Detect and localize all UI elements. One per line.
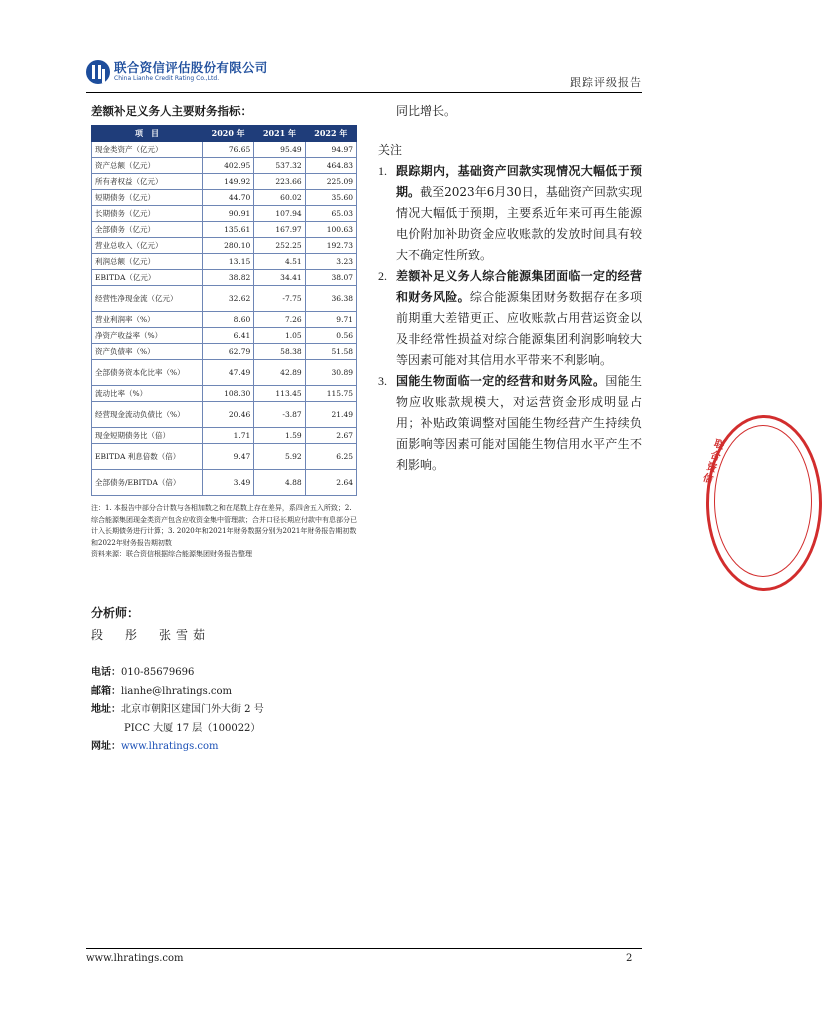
cell-value: 108.30 (203, 386, 254, 402)
cell-value: 3.49 (203, 470, 254, 496)
contact-email (91, 683, 264, 702)
cell-value: 252.25 (254, 238, 305, 254)
row-label: 经营现金流动负债比（%） (92, 402, 203, 428)
cell-value: 65.03 (305, 206, 356, 222)
table-row (92, 206, 357, 222)
cell-value: 225.09 (305, 174, 356, 190)
address-label: 地址： (91, 704, 121, 715)
cell-value: 1.59 (254, 428, 305, 444)
cell-value: 38.82 (203, 270, 254, 286)
cell-value: 5.92 (254, 444, 305, 470)
cell-value: 223.66 (254, 174, 305, 190)
analyst-names: 段 彤 张雪茹 (91, 628, 211, 642)
row-label: 流动比率（%） (92, 386, 203, 402)
analysts-title: 分析师： (91, 606, 140, 620)
cell-value: 537.32 (254, 158, 305, 174)
row-label: 资产总额（亿元） (92, 158, 203, 174)
cell-value: 4.51 (254, 254, 305, 270)
table-row (92, 386, 357, 402)
address-line-2: PICC 大厦 17 层（100022） (124, 722, 261, 734)
company-name-cn: 联合资信评估股份有限公司 (114, 60, 268, 75)
cell-value: 100.63 (305, 222, 356, 238)
table-footnote: 注：1. 本报告中部分合计数与各相加数之和在尾数上存在差异，系四舍五入所致；2. 综合能源集团现金类资产包含应收资金集中管理款；合并口径长期应付款中有息部分已计入长期债务进行计算；3. 2020年和2021年财务数据分别为2021年财务报告期初数和2022年财务报告期初数 (91, 504, 357, 547)
page-header (86, 58, 642, 92)
row-label: 全部债务资本化比率（%） (92, 360, 203, 386)
cell-value: 6.41 (203, 328, 254, 344)
cell-value: 113.45 (254, 386, 305, 402)
row-label: 所有者权益（亿元） (92, 174, 203, 190)
cell-value: 20.46 (203, 402, 254, 428)
cell-value: 30.89 (305, 360, 356, 386)
cell-value: 34.41 (254, 270, 305, 286)
contact-address (91, 701, 264, 720)
table-header-row (92, 126, 357, 142)
table-row (92, 174, 357, 190)
cell-value: 21.49 (305, 402, 356, 428)
website-link[interactable]: www.lhratings.com (121, 741, 219, 752)
report-type: 跟踪评级报告 (570, 76, 642, 89)
item-bold: 跟踪期内，基础资产回款实现情况大幅低于预期。 (396, 164, 642, 199)
row-label: 经营性净现金流（亿元） (92, 286, 203, 312)
company-logo-icon (86, 60, 110, 84)
table-row (92, 312, 357, 328)
cell-value: 2.64 (305, 470, 356, 496)
column-header: 2021 年 (254, 126, 305, 142)
table-row (92, 428, 357, 444)
table-row (92, 444, 357, 470)
table-row (92, 270, 357, 286)
company-name-en: China Lianhe Credit Rating Co.,Ltd. (114, 75, 220, 82)
cell-value: 13.15 (203, 254, 254, 270)
contact-phone (91, 664, 264, 683)
cell-value: 7.26 (254, 312, 305, 328)
table-row (92, 470, 357, 496)
cell-value: 2.67 (305, 428, 356, 444)
column-header: 2020 年 (203, 126, 254, 142)
table-row (92, 402, 357, 428)
cell-value: 280.10 (203, 238, 254, 254)
cell-value: 36.38 (305, 286, 356, 312)
email-value[interactable]: lianhe@lhratings.com (121, 685, 233, 697)
cell-value: 107.94 (254, 206, 305, 222)
footer-divider (86, 948, 642, 949)
row-label: 利润总额（亿元） (92, 254, 203, 270)
financial-indicators-table (91, 125, 357, 496)
analysts (91, 604, 210, 643)
focus-heading: 关注 (378, 143, 403, 157)
address-line-1: 北京市朝阳区建国门外大街 2 号 (121, 704, 264, 715)
item-text: 综合能源集团财务数据存在多项前期重大差错更正、应收账款占用营运资金以及非经常性损益对综合能源集团利润影响较大等因素可能对其信用水平带来不利影响。 (396, 290, 642, 367)
cell-value: -3.87 (254, 402, 305, 428)
cell-value: 6.25 (305, 444, 356, 470)
footer-website[interactable]: www.lhratings.com (86, 953, 184, 964)
cell-value: 47.49 (203, 360, 254, 386)
table-row (92, 360, 357, 386)
table-row (92, 222, 357, 238)
cell-value: 464.83 (305, 158, 356, 174)
focus-item (378, 266, 642, 371)
item-bold: 差额补足义务人综合能源集团面临一定的经营和财务风险。 (396, 269, 642, 304)
cell-value: 3.23 (305, 254, 356, 270)
row-label: 长期债务（亿元） (92, 206, 203, 222)
cell-value: 42.89 (254, 360, 305, 386)
row-label: 资产负债率（%） (92, 344, 203, 360)
cell-value: 51.58 (305, 344, 356, 360)
item-text: 截至2023年6月30日，基础资产回款实现情况大幅低于预期，主要系近年来可再生能源电价附加补助资金应收账款的发放时间具有较大不确定性所致。 (396, 185, 642, 262)
cell-value: 9.71 (305, 312, 356, 328)
web-label: 网址： (91, 741, 121, 752)
cell-value: 167.97 (254, 222, 305, 238)
cell-value: 62.79 (203, 344, 254, 360)
table-row (92, 158, 357, 174)
seal-text: 联合资信 (701, 438, 726, 487)
phone-value: 010-85679696 (121, 667, 195, 678)
cell-value: 60.02 (254, 190, 305, 206)
row-label: 全部债务/EBITDA（倍） (92, 470, 203, 496)
phone-label: 电话： (91, 667, 121, 678)
contact-web (91, 738, 264, 757)
cell-value: 90.91 (203, 206, 254, 222)
cell-value: 192.73 (305, 238, 356, 254)
cell-value: 38.07 (305, 270, 356, 286)
row-label: EBITDA 利息倍数（倍） (92, 444, 203, 470)
cell-value: 94.97 (305, 142, 356, 158)
item-bold: 国能生物面临一定的经营和财务风险。 (396, 374, 606, 388)
table-row (92, 286, 357, 312)
cell-value: 402.95 (203, 158, 254, 174)
item-number: 2. (378, 269, 387, 283)
row-label: 营业利润率（%） (92, 312, 203, 328)
cell-value: 35.60 (305, 190, 356, 206)
table-row (92, 238, 357, 254)
table-row (92, 190, 357, 206)
cell-value: 149.92 (203, 174, 254, 190)
column-header: 2022 年 (305, 126, 356, 142)
page-number: 2 (626, 953, 633, 964)
table-row (92, 254, 357, 270)
right-column (378, 101, 642, 476)
table-row (92, 328, 357, 344)
row-label: 现金类资产（亿元） (92, 142, 203, 158)
contact-info (91, 664, 264, 757)
cell-value: 115.75 (305, 386, 356, 402)
cell-value: 9.47 (203, 444, 254, 470)
row-label: EBITDA（亿元） (92, 270, 203, 286)
table-body (92, 142, 357, 496)
row-label: 全部债务（亿元） (92, 222, 203, 238)
item-number: 3. (378, 374, 387, 388)
cell-value: 1.05 (254, 328, 305, 344)
table-row (92, 142, 357, 158)
cell-value: 8.60 (203, 312, 254, 328)
cell-value: 0.56 (305, 328, 356, 344)
cell-value: 58.38 (254, 344, 305, 360)
row-label: 短期债务（亿元） (92, 190, 203, 206)
focus-item (378, 161, 642, 266)
continuation-text: 同比增长。 (396, 104, 457, 118)
item-number: 1. (378, 164, 387, 178)
cell-value: 95.49 (254, 142, 305, 158)
item-text: 国能生物应收账款规模大，对运营资金形成明显占用；补贴政策调整对国能生物经营产生持续负面影响等因素可能对国能生物信用水平产生不利影响。 (396, 374, 642, 472)
cell-value: -7.75 (254, 286, 305, 312)
cell-value: 1.71 (203, 428, 254, 444)
cell-value: 76.65 (203, 142, 254, 158)
row-label: 净资产收益率（%） (92, 328, 203, 344)
cell-value: 44.70 (203, 190, 254, 206)
section-title: 差额补足义务人主要财务指标： (91, 104, 252, 118)
cell-value: 4.88 (254, 470, 305, 496)
row-label: 现金短期债务比（倍） (92, 428, 203, 444)
table-row (92, 344, 357, 360)
cell-value: 135.61 (203, 222, 254, 238)
focus-item (378, 371, 642, 476)
cell-value: 32.62 (203, 286, 254, 312)
table-notes (91, 503, 359, 561)
header-divider (86, 92, 642, 93)
email-label: 邮箱： (91, 685, 121, 697)
data-source: 资料来源：联合资信根据综合能源集团财务报告整理 (91, 550, 252, 558)
row-label: 营业总收入（亿元） (92, 238, 203, 254)
column-header: 项 目 (92, 126, 203, 142)
